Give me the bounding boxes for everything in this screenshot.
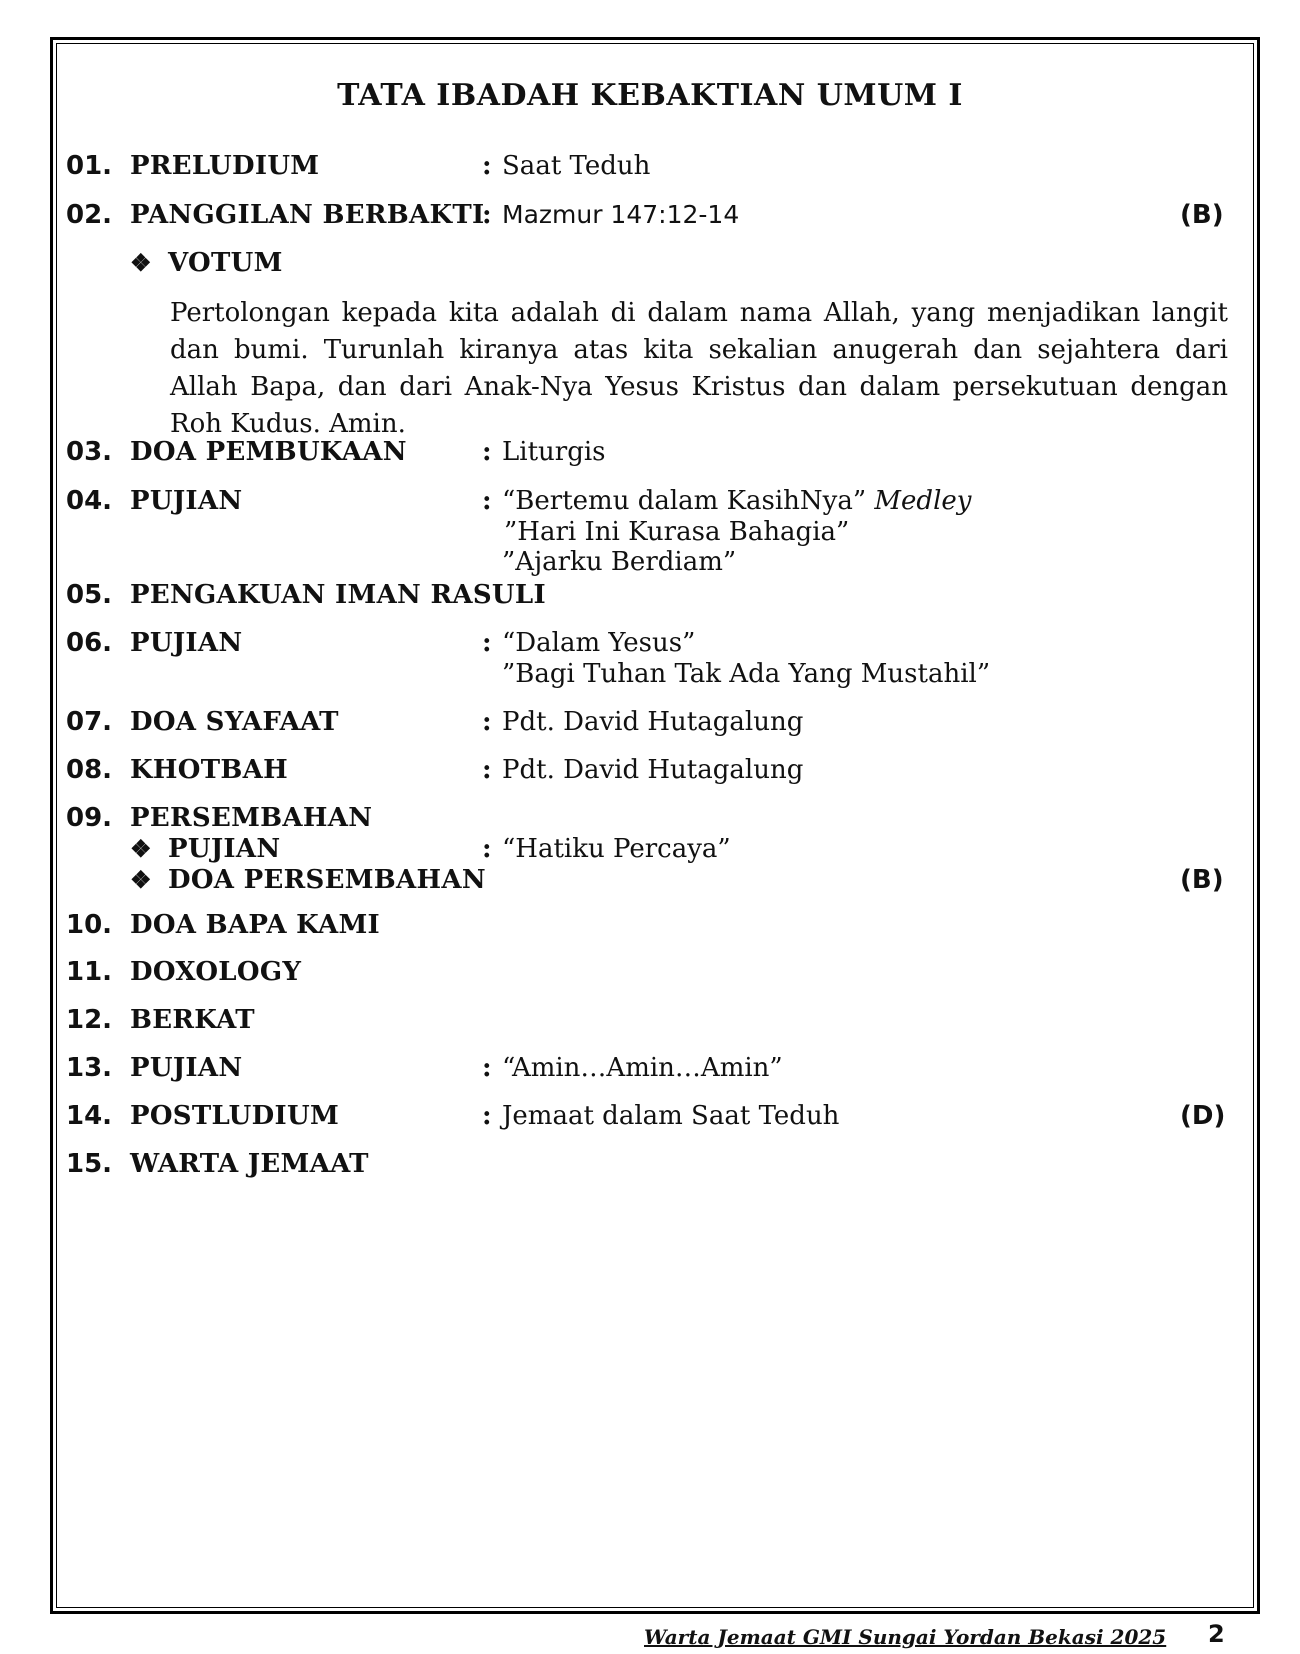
votum-text: Pertolongan kepada kita adalah di dalam nama Allah, yang menjadikan langit dan bumi. Turunlah kiranya atas kita sekalian anugerah dan sejahtera dari Allah Bapa, dan dari Anak-Nya Yesus Kristus dan dalam persekutuan dengan Roh Kudus. Amin. — [170, 298, 1228, 439]
item-label: DOA SYAFAAT — [130, 707, 339, 737]
sub-item-label: PUJIAN — [168, 834, 281, 864]
item-colon: : — [482, 834, 492, 864]
item-mark: (B) — [1180, 200, 1224, 230]
item-number: 09. — [66, 803, 113, 833]
item-label: PUJIAN — [130, 486, 243, 516]
item-value — [502, 486, 971, 516]
song-title: “Bertemu dalam KasihNya” — [502, 486, 867, 516]
item-number: 07. — [66, 707, 113, 737]
item-value: Saat Teduh — [502, 151, 651, 181]
footer-title: Warta Jemaat GMI Sungai Yordan Bekasi 2025 — [644, 1625, 1167, 1649]
song-title: ”Hari Ini Kurasa Bahagia” — [504, 517, 850, 547]
item-colon: : — [482, 1101, 492, 1131]
item-mark: (B) — [1180, 865, 1224, 895]
item-number: 02. — [66, 200, 113, 230]
item-number: 06. — [66, 628, 113, 658]
item-label: PUJIAN — [130, 628, 243, 658]
item-label: DOA BAPA KAMI — [130, 910, 381, 940]
votum-label: VOTUM — [168, 248, 283, 278]
item-colon: : — [482, 1053, 492, 1083]
item-number: 04. — [66, 486, 113, 516]
item-value: Mazmur 147:12-14 — [502, 200, 740, 229]
item-label: PERSEMBAHAN — [130, 803, 373, 833]
diamond-bullet-icon: ❖ — [130, 248, 152, 277]
song-title: ”Ajarku Berdiam” — [502, 547, 737, 577]
item-colon: : — [482, 628, 492, 658]
item-number: 11. — [66, 957, 113, 987]
item-colon: : — [482, 755, 492, 785]
item-number: 08. — [66, 755, 113, 785]
item-colon: : — [482, 200, 492, 230]
item-label: BERKAT — [130, 1005, 255, 1035]
item-number: 13. — [66, 1053, 113, 1083]
item-number: 14. — [66, 1101, 113, 1131]
item-value: Pdt. David Hutagalung — [502, 755, 804, 785]
item-label: KHOTBAH — [130, 755, 288, 785]
item-label: PUJIAN — [130, 1053, 243, 1083]
item-mark: (D) — [1180, 1101, 1226, 1131]
item-colon: : — [482, 486, 492, 516]
item-colon: : — [482, 707, 492, 737]
item-value: Jemaat dalam Saat Teduh — [502, 1101, 840, 1131]
item-colon: : — [482, 151, 492, 181]
item-number: 03. — [66, 437, 113, 467]
item-value: Liturgis — [502, 437, 606, 467]
item-label: DOA PEMBUKAAN — [130, 437, 407, 467]
item-label: POSTLUDIUM — [130, 1101, 340, 1131]
item-label: PENGAKUAN IMAN RASULI — [130, 580, 546, 610]
item-value: “Hatiku Percaya” — [502, 834, 731, 864]
item-value: “Dalam Yesus” — [502, 628, 696, 658]
item-number: 01. — [66, 151, 113, 181]
item-label: PANGGILAN BERBAKTI — [130, 200, 485, 230]
item-label: WARTA JEMAAT — [130, 1149, 369, 1179]
item-value: “Amin…Amin…Amin” — [502, 1053, 783, 1083]
diamond-bullet-icon: ❖ — [130, 865, 152, 894]
item-label: DOXOLOGY — [130, 957, 302, 987]
item-number: 12. — [66, 1005, 113, 1035]
item-value: Pdt. David Hutagalung — [502, 707, 804, 737]
song-title: ”Bagi Tuhan Tak Ada Yang Mustahil” — [502, 659, 991, 689]
diamond-bullet-icon: ❖ — [130, 834, 152, 863]
item-number: 05. — [66, 580, 113, 610]
sub-item-label: DOA PERSEMBAHAN — [168, 865, 486, 895]
item-number: 15. — [66, 1149, 113, 1179]
page-number: 2 — [1208, 1620, 1225, 1648]
item-number: 10. — [66, 910, 113, 940]
medley-note: Medley — [874, 486, 972, 516]
item-colon: : — [482, 437, 492, 467]
item-label: PRELUDIUM — [130, 151, 320, 181]
page-title: TATA IBADAH KEBAKTIAN UMUM I — [337, 78, 963, 113]
